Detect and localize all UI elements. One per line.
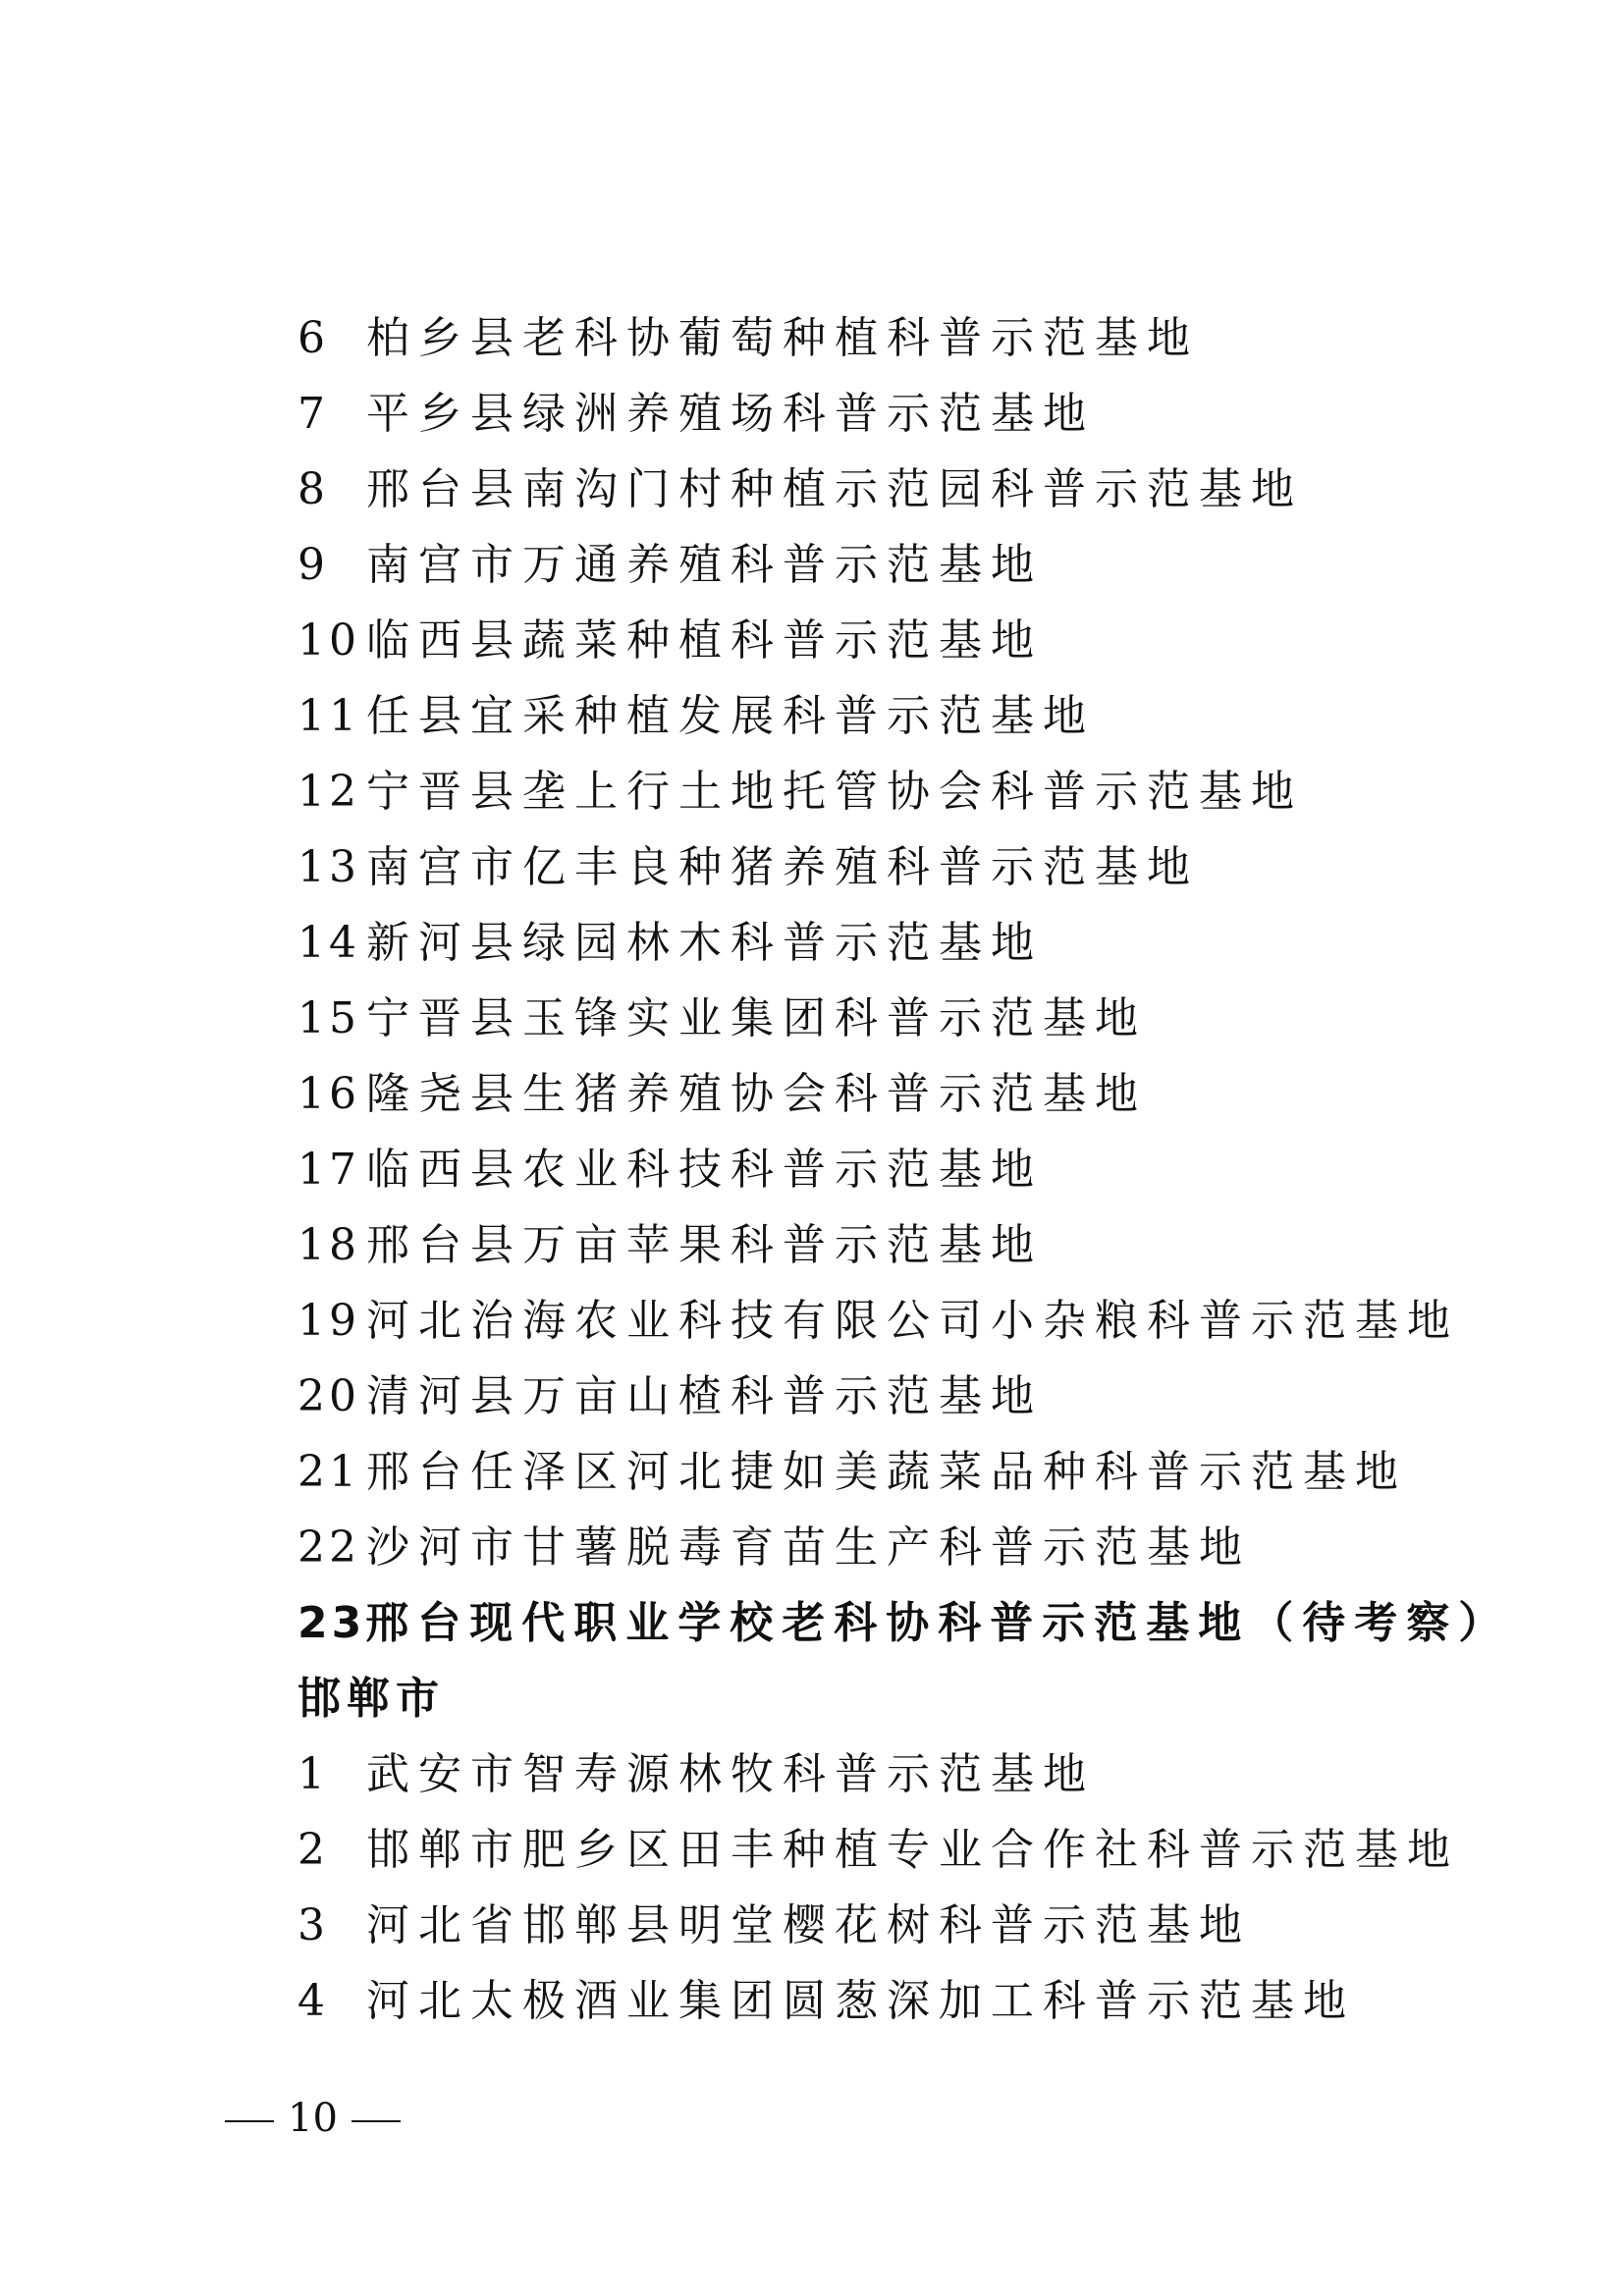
footer-dash-right	[352, 2120, 401, 2122]
item-text: 邢台县万亩苹果科普示范基地	[366, 1220, 1043, 1270]
item-number: 11	[298, 691, 360, 741]
item-text: 柏乡县老科协葡萄种植科普示范基地	[366, 313, 1199, 363]
item-text: 任县宜采种植发展科普示范基地	[366, 691, 1095, 741]
item-number: 7	[298, 389, 329, 439]
list-item	[298, 1207, 1476, 1283]
item-text: 河北太极酒业集团圆葱深加工科普示范基地	[366, 1976, 1355, 2026]
item-number: 19	[298, 1296, 360, 1346]
list-item-pending	[298, 1585, 1511, 1661]
item-number: 13	[298, 842, 360, 892]
list-item	[298, 1132, 1476, 1207]
item-text: 南宫市万通养殖科普示范基地	[366, 540, 1043, 590]
item-text: 临西县农业科技科普示范基地	[366, 1145, 1043, 1195]
item-text: 邯郸市肥乡区田丰种植专业合作社科普示范基地	[366, 1825, 1459, 1875]
item-number: 12	[298, 767, 360, 817]
list-item	[298, 1888, 1476, 1963]
item-text: 新河县绿园林木科普示范基地	[366, 918, 1043, 968]
item-number: 9	[298, 540, 329, 590]
item-text: 沙河市甘薯脱毒育苗生产科普示范基地	[366, 1522, 1251, 1573]
item-number: 10	[298, 615, 360, 666]
item-number: 1	[298, 1749, 329, 1799]
footer-dash-left	[225, 2120, 274, 2122]
item-number: 22	[298, 1522, 360, 1573]
list-item	[298, 1434, 1476, 1510]
list-item	[298, 452, 1476, 527]
item-number: 15	[298, 993, 360, 1043]
item-number: 14	[298, 918, 360, 968]
item-text: 邢台县南沟门村种植示范园科普示范基地	[366, 464, 1303, 514]
list-item	[298, 376, 1476, 452]
list-item	[298, 1963, 1476, 2039]
item-text: 河北省邯郸县明堂樱花树科普示范基地	[366, 1900, 1251, 1950]
item-number: 16	[298, 1069, 360, 1119]
list-item	[298, 678, 1476, 754]
item-text: 南宫市亿丰良种猪养殖科普示范基地	[366, 842, 1199, 892]
item-number: 21	[298, 1447, 360, 1497]
item-text: 清河县万亩山楂科普示范基地	[366, 1371, 1043, 1421]
section-heading-text: 邯郸市	[298, 1674, 445, 1724]
item-number: 20	[298, 1371, 360, 1421]
item-text: 邢台任泽区河北捷如美蔬菜品种科普示范基地	[366, 1447, 1407, 1497]
section-heading	[298, 1661, 1476, 1736]
list-item	[298, 905, 1476, 981]
item-text: 宁晋县玉锋实业集团科普示范基地	[366, 993, 1147, 1043]
list-item	[298, 1283, 1476, 1359]
item-text: 河北治海农业科技有限公司小杂粮科普示范基地	[366, 1296, 1459, 1346]
list-item	[298, 603, 1476, 678]
item-number: 2	[298, 1825, 329, 1875]
item-number: 8	[298, 464, 329, 514]
list-item	[298, 1056, 1476, 1132]
list-item	[298, 1359, 1476, 1434]
page-number: 10	[288, 2096, 338, 2141]
item-text: 武安市智寿源林牧科普示范基地	[366, 1749, 1095, 1799]
item-number: 23	[298, 1598, 366, 1648]
item-text: 邢台现代职业学校老科协科普示范基地（待考察）	[365, 1598, 1511, 1648]
list-item	[298, 981, 1476, 1056]
list-item	[298, 754, 1476, 829]
item-number: 6	[298, 313, 329, 363]
list-item	[298, 527, 1476, 603]
list-item	[298, 1510, 1476, 1585]
item-number: 17	[298, 1145, 360, 1195]
item-text: 临西县蔬菜种植科普示范基地	[366, 615, 1043, 666]
list-item	[298, 829, 1476, 905]
item-number: 18	[298, 1220, 360, 1270]
item-number: 3	[298, 1900, 329, 1950]
page-footer	[211, 2089, 414, 2148]
item-number: 4	[298, 1976, 329, 2026]
item-text: 平乡县绿洲养殖场科普示范基地	[366, 389, 1095, 439]
list-item	[298, 1812, 1476, 1888]
item-text: 宁晋县垄上行土地托管协会科普示范基地	[366, 767, 1303, 817]
item-text: 隆尧县生猪养殖协会科普示范基地	[366, 1069, 1147, 1119]
list-item	[298, 300, 1476, 376]
list-item	[298, 1736, 1476, 1812]
base-list	[298, 300, 1511, 2039]
